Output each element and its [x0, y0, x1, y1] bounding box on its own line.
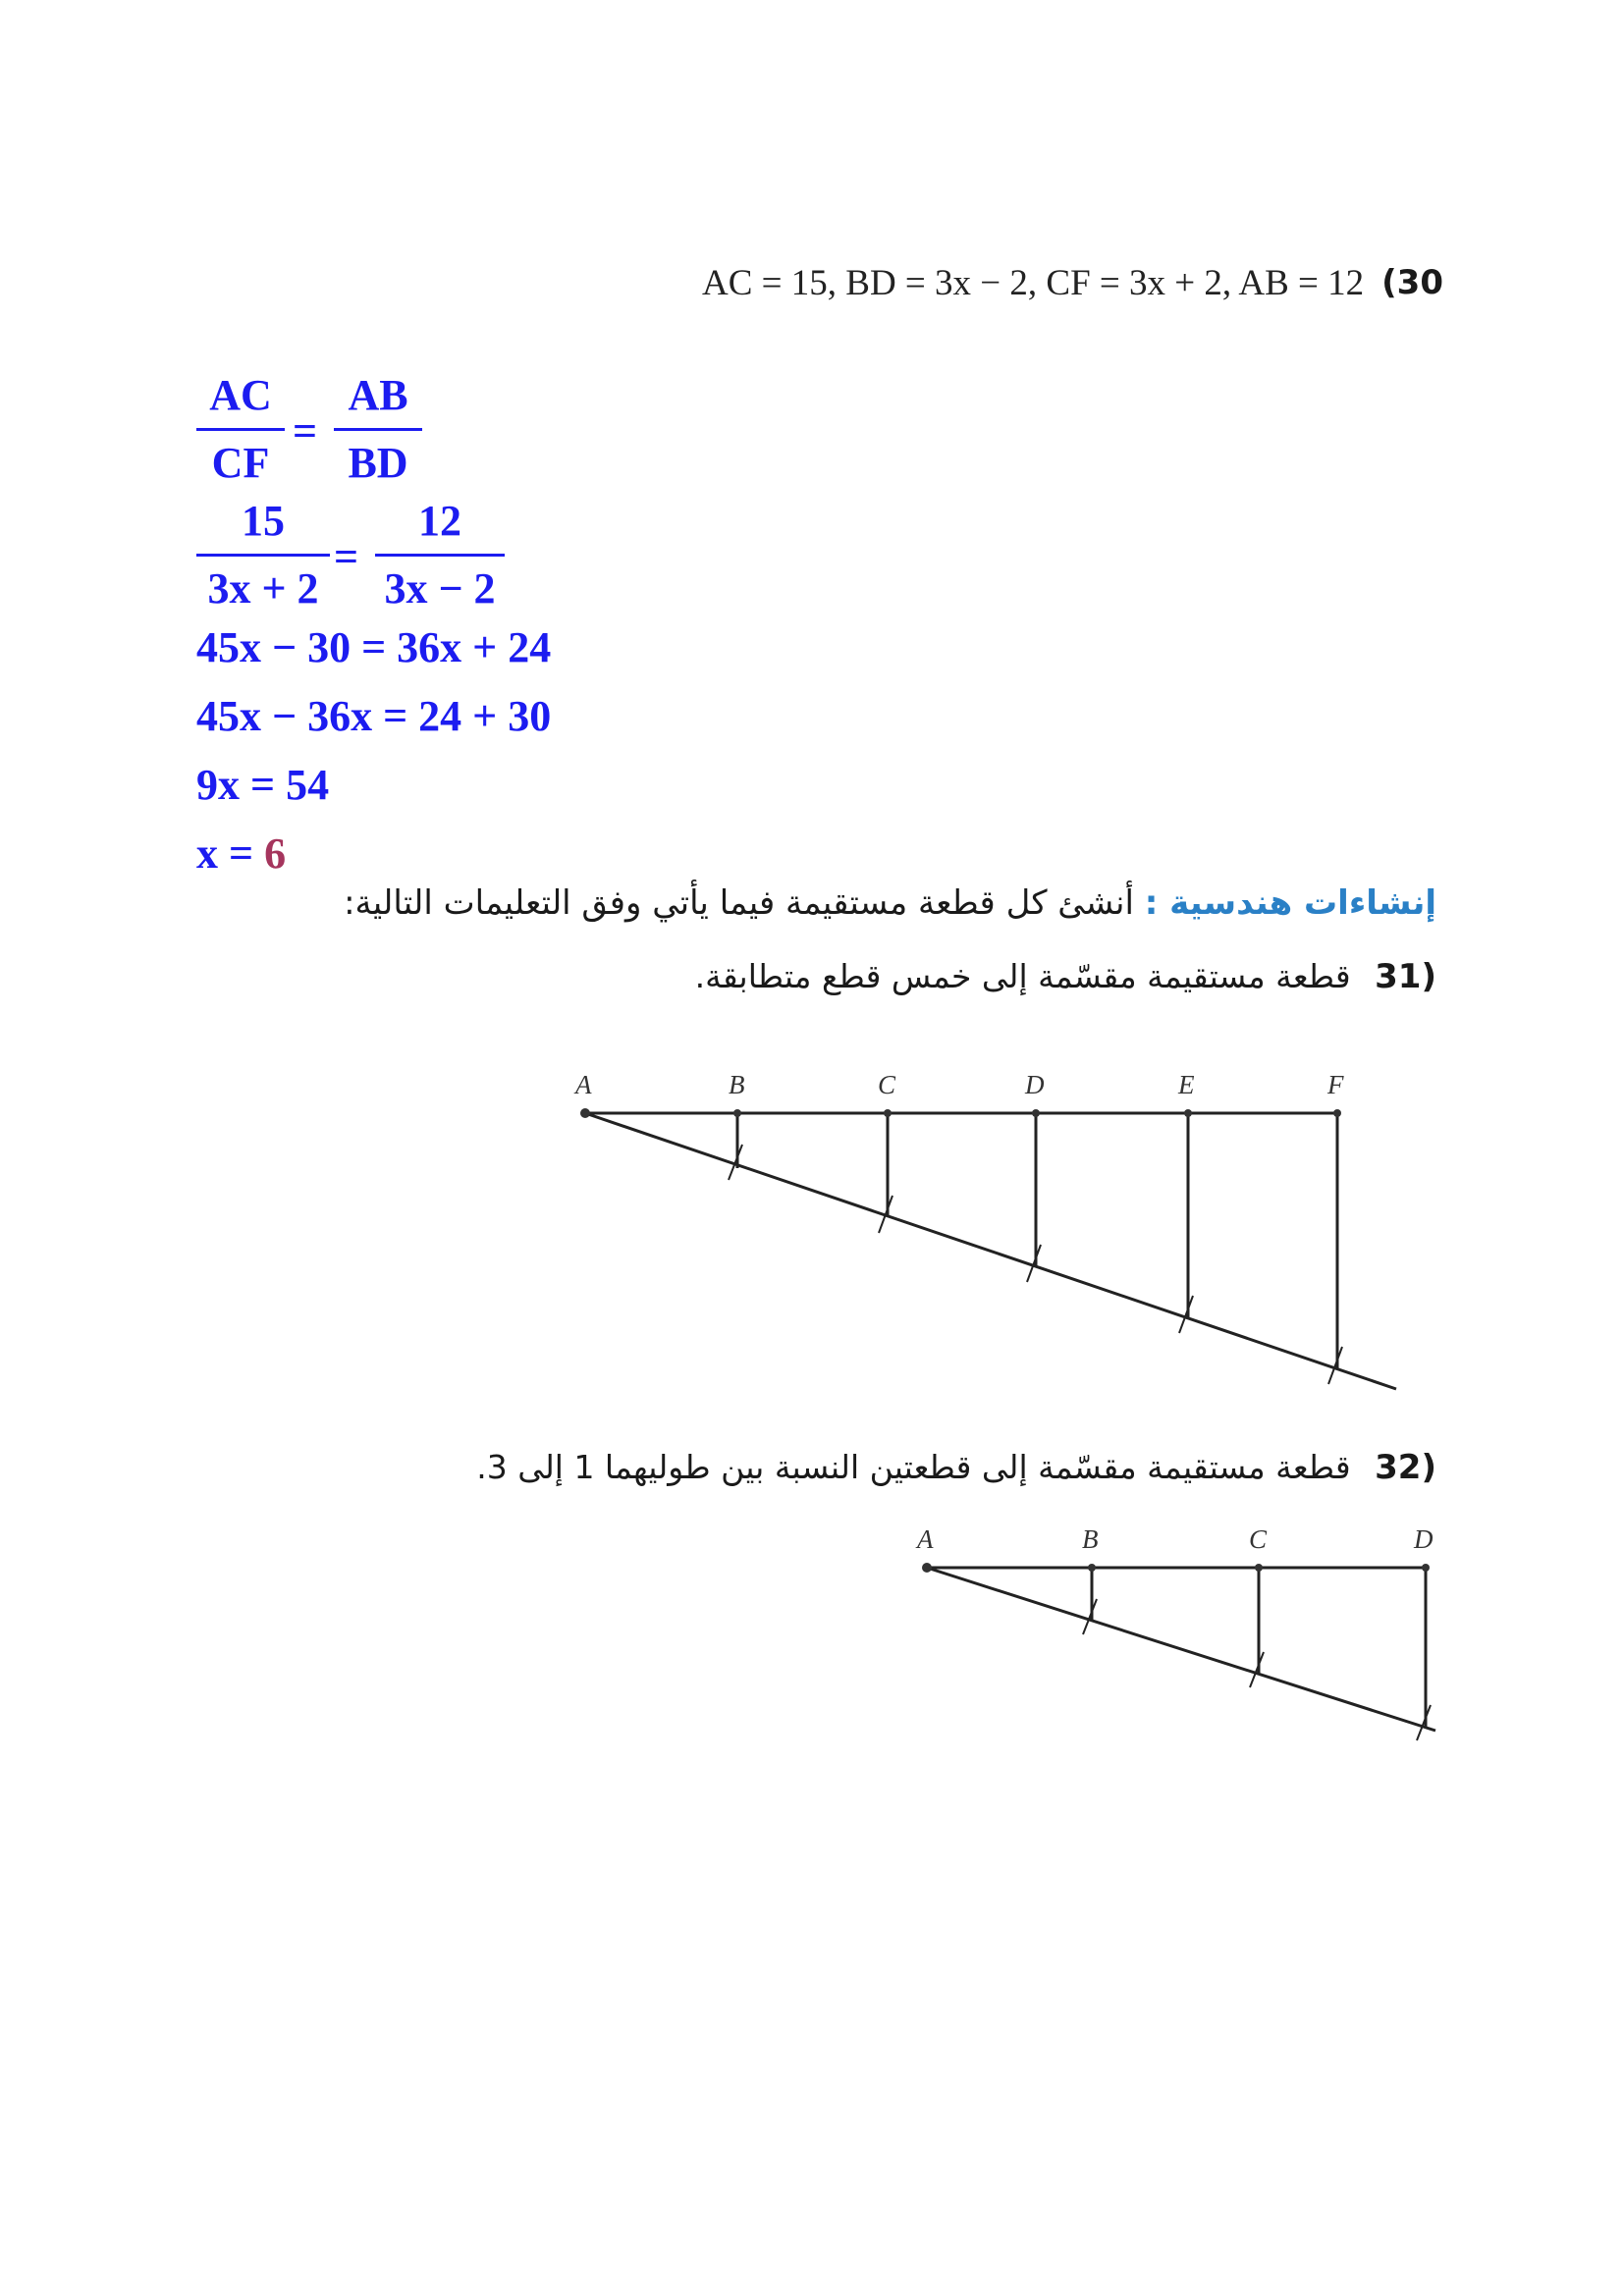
- point-b: [1088, 1564, 1096, 1572]
- auxiliary-ray: [585, 1113, 1396, 1389]
- problem-32-text: قطعة مستقيمة مقسّمة إلى قطعتين النسبة بين طوليهما 1 إلى 3.: [476, 1448, 1351, 1486]
- fraction-bar: [196, 428, 285, 431]
- section-instruction: أنشئ كل قطعة مستقيمة فيما يأتي وفق التعليمات التالية:: [344, 883, 1134, 923]
- label-b: B: [729, 1070, 745, 1099]
- auxiliary-ray: [927, 1568, 1435, 1731]
- diagram-31: [550, 1060, 1414, 1404]
- problem-30-number: (30: [1381, 263, 1443, 302]
- fraction-denominator: CF: [211, 439, 270, 487]
- section-heading: إنشاءات هندسية :: [1144, 883, 1436, 923]
- equation-line-5: 9x = 54: [196, 761, 330, 809]
- point-d: [1032, 1109, 1040, 1117]
- diagram-32: [893, 1507, 1443, 1772]
- label-c: C: [878, 1070, 896, 1099]
- problem-32-number: (32: [1375, 1448, 1436, 1487]
- label-d: D: [1025, 1070, 1045, 1099]
- fraction-numerator: AB: [348, 371, 408, 419]
- arc-mark: [1083, 1599, 1097, 1634]
- arc-mark: [1250, 1652, 1264, 1687]
- fraction-bar: [375, 554, 505, 557]
- point-a: [922, 1563, 932, 1573]
- fraction-numerator: AC: [209, 371, 272, 419]
- equals-sign: =: [293, 407, 318, 455]
- problem-32: [160, 1448, 1436, 1487]
- fraction-15-over: [196, 493, 330, 617]
- fraction-numerator: 15: [242, 497, 285, 545]
- arc-mark: [1417, 1705, 1431, 1740]
- problem-31-number: (31: [1375, 957, 1436, 996]
- point-e: [1184, 1109, 1192, 1117]
- point-c: [1255, 1564, 1263, 1572]
- label-a: A: [917, 1524, 934, 1554]
- label-c: C: [1249, 1524, 1268, 1554]
- fraction-bar: [196, 554, 330, 557]
- problem-31-text: قطعة مستقيمة مقسّمة إلى خمس قطع متطابقة.: [694, 957, 1351, 995]
- fraction-denominator: 3x − 2: [384, 564, 496, 613]
- fraction-bar: [334, 428, 422, 431]
- point-c: [884, 1109, 892, 1117]
- label-a: A: [575, 1070, 592, 1099]
- point-b: [733, 1109, 741, 1117]
- fraction-denominator: 3x + 2: [207, 564, 319, 613]
- problem-31: [160, 957, 1436, 996]
- answer-value: 6: [264, 829, 287, 878]
- label-b: B: [1082, 1524, 1099, 1554]
- fraction-ac-cf: [196, 367, 285, 492]
- equals-sign: =: [334, 533, 359, 581]
- fraction-12-over: [375, 493, 505, 617]
- fraction-denominator: BD: [348, 439, 408, 487]
- point-a: [580, 1108, 590, 1118]
- label-d: D: [1414, 1524, 1434, 1554]
- problem-30-header: [530, 253, 1443, 312]
- point-d: [1422, 1564, 1430, 1572]
- point-f: [1333, 1109, 1341, 1117]
- label-e: E: [1178, 1070, 1195, 1099]
- problem-30-given: AC = 15, BD = 3x − 2, CF = 3x + 2, AB = 12: [702, 262, 1365, 303]
- equation-line-4: 45x − 36x = 24 + 30: [196, 692, 552, 740]
- fraction-ab-bd: [334, 367, 422, 492]
- section-heading-line: [160, 883, 1436, 923]
- equation-line-3: 45x − 30 = 36x + 24: [196, 623, 552, 671]
- fraction-numerator: 12: [418, 497, 461, 545]
- answer-prefix: x =: [196, 829, 265, 878]
- label-f: F: [1327, 1070, 1344, 1099]
- equation-answer: [196, 825, 286, 883]
